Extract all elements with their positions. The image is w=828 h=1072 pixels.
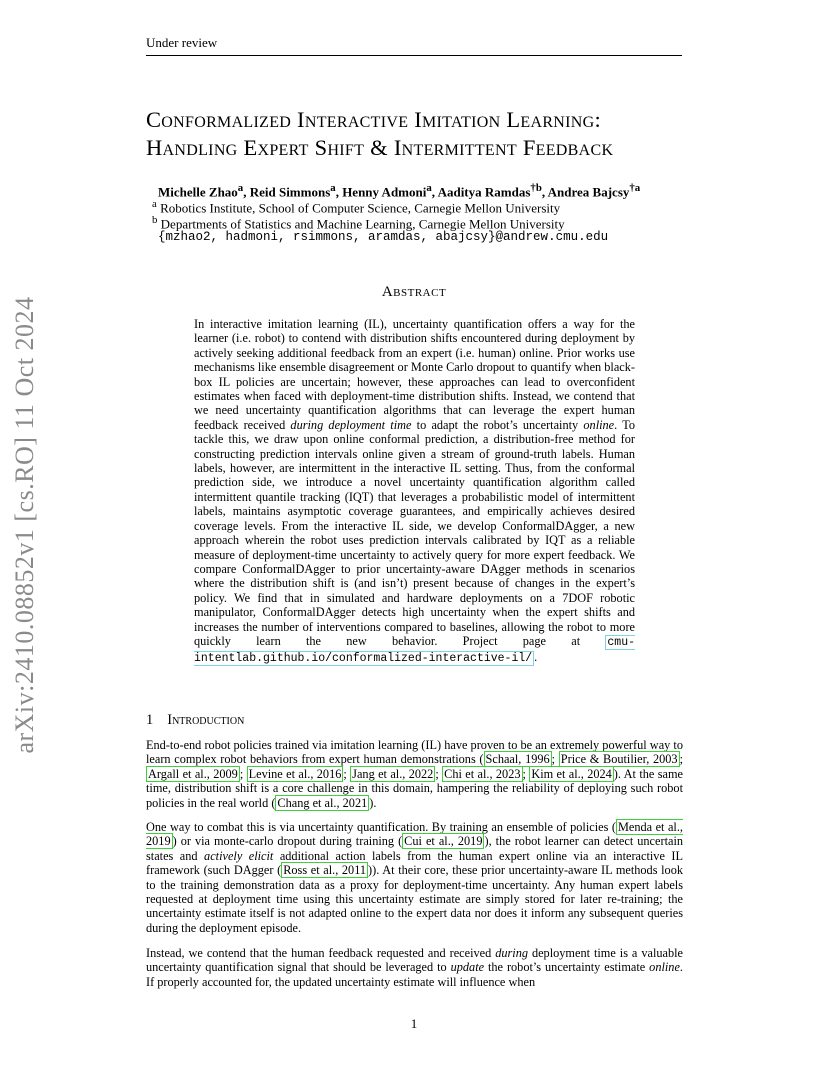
citation-link[interactable]: Schaal, 1996 — [485, 752, 550, 767]
citation-link[interactable]: Levine et al., 2016 — [248, 766, 342, 781]
intro-paragraph-1 — [146, 738, 683, 810]
body-text: ). — [369, 795, 377, 810]
paper-title — [146, 106, 746, 162]
abstract-emphasis: during deployment time — [290, 417, 412, 432]
body-text: . If properly accounted for, the updated uncertainty estimate will influence when — [146, 960, 683, 989]
body-emphasis: update — [450, 960, 485, 975]
body-text: ; — [522, 766, 530, 781]
body-text: ; — [239, 766, 247, 781]
affiliation-sup: a — [152, 198, 157, 210]
arxiv-sidebar — [5, 290, 45, 760]
author-name: Michelle Zhao — [158, 184, 238, 200]
body-text: ; — [551, 752, 559, 767]
abstract-text: to adapt the robot’s uncertainty — [411, 417, 584, 432]
project-page-link[interactable]: cmu-intentlab.github.io/conformalized-interactive-il/ — [194, 635, 635, 666]
author-sup: †a — [629, 182, 641, 194]
section-title: Introduction — [167, 712, 245, 728]
body-text: Instead, we contend that the human feedback requested and received — [146, 946, 496, 960]
author-list: Michelle Zhao$^a$, Reid Simmons$^a$, Henny Admoni$^a$, Aaditya Ramdas$^{\dagger b}$, Andrea Bajcsy$^{\dagger a}$ — [158, 182, 641, 200]
section-heading-introduction — [146, 712, 244, 729]
citation-link[interactable]: Chang et al., 2021 — [277, 795, 368, 810]
author-emails: {mzhao2, hadmoni, rsimmons, aramdas, abajcsy}@andrew.cmu.edu — [158, 230, 609, 244]
body-text: ; — [343, 766, 351, 781]
body-text: )). At their core, these prior uncertainty-aware IL methods look to the training demonstration data as a proxy for deployment-time uncertainty. Any human expert labels requested at deployment time using this uncertainty estimate are simply stored for later re-training; the uncertainty estimate itself is not adapted online to the expert data nor does it inform any subsequent queries during the deployment episode. — [146, 863, 683, 935]
body-text: ; — [435, 766, 443, 781]
citation-link[interactable]: Ross et al., 2011 — [283, 863, 367, 878]
affiliation-text: Departments of Statistics and Machine Learning, Carnegie Mellon University — [157, 216, 565, 232]
abstract-emphasis: online — [583, 417, 615, 432]
title-line-1: Conformalized Interactive Imitation Learning: — [146, 107, 602, 132]
body-text: ; — [679, 752, 683, 767]
citation-link[interactable]: Argall et al., 2009 — [148, 766, 238, 781]
author-name: Reid Simmons — [249, 184, 331, 200]
author-sup: †b — [530, 182, 542, 194]
citation-link[interactable]: Chi et al., 2023 — [444, 766, 521, 781]
intro-paragraph-3 — [146, 946, 683, 989]
author-sup: a — [330, 182, 336, 194]
author-sup: a — [426, 182, 432, 194]
citation-link[interactable]: Menda et al., 2019 — [146, 820, 683, 849]
running-header: Under review — [146, 35, 682, 56]
affiliation-sup: b — [152, 214, 158, 226]
affiliation-text: Robotics Institute, School of Computer Science, Carnegie Mellon University — [156, 200, 561, 216]
body-emphasis: during — [495, 946, 528, 960]
author-sup: a — [237, 182, 244, 194]
abstract-heading: Abstract — [381, 284, 447, 300]
abstract-text: . To tackle this, we draw upon online conformal prediction, a distribution-free method for constructing prediction intervals online given a stream of ground-truth labels. Human labels, however, are intermittent in the interactive IL setting. Thus, from the conformal prediction side, we introduce a novel uncertainty quantification algorithm called intermittent quantile tracking (IQT) that leverages a probabilistic model of intermittent labels, maintains asymptotic coverage guarantees, and empirically achieves desired coverage levels. From the interactive IL side, we develop ConformalDAgger, a new approach wherein the robot uses prediction intervals calibrated by IQT as a reliable measure of deployment-time uncertainty to actively query for more expert feedback. We compare ConformalDAgger to prior uncertainty-aware DAgger methods in scenarios where the distribution shift is (and isn’t) present because of changes in the expert’s policy. We find that in simulated and hardware deployments on a 7DOF robotic manipulator, ConformalDAgger detects high uncertainty when the expert shifts and increases the number of interventions compared to baselines, allowing the robot to more quickly learn the new behavior. Project page at — [194, 417, 635, 648]
abstract-text: . — [534, 650, 538, 665]
author-name: Henny Admoni — [342, 184, 427, 200]
body-text: the robot’s uncertainty estimate — [484, 960, 650, 975]
body-text: ), the robot learner can detect uncertain states and — [146, 834, 684, 863]
arxiv-identifier: arXiv:2410.08852v1 [cs.RO] 11 Oct 2024 — [10, 296, 39, 754]
body-text: ). At the same time, distribution shift is a core challenge in this domain, hampering the reliability of deploying such robot policies in the real world ( — [146, 766, 683, 810]
body-emphasis: online — [649, 960, 680, 975]
body-text: End-to-end robot policies trained via imitation learning (IL) have proven to be an extremely powerful way to learn complex robot behaviors from expert human demonstrations ( — [146, 738, 683, 767]
page-number: 1 — [410, 1016, 418, 1031]
author-name: Andrea Bajcsy — [547, 184, 630, 200]
citation-link[interactable]: Cui et al., 2019 — [404, 834, 483, 849]
citation-link[interactable]: Kim et al., 2024 — [531, 766, 612, 781]
title-line-2: Handling Expert Shift & Intermittent Feedback — [146, 135, 614, 160]
body-emphasis: actively elicit — [204, 848, 274, 863]
abstract-body — [194, 317, 635, 667]
author-name: Aaditya Ramdas — [437, 184, 531, 200]
citation-link[interactable]: Price & Boutilier, 2003 — [560, 752, 678, 767]
body-text: One way to combat this is via uncertainty quantification. By training an ensemble of policies ( — [146, 820, 616, 834]
section-number: 1 — [146, 712, 154, 728]
citation-link[interactable]: Jang et al., 2022 — [352, 766, 434, 781]
abstract-text: In interactive imitation learning (IL), uncertainty quantification offers a way for the learner (i.e. robot) to contend with distribution shifts encountered during deployment by actively seeking additional feedback from an expert (i.e. human) online. Prior works use mechanisms like ensemble disagreement or Monte Carlo dropout to quantify when black-box IL policies are uncertain; however, these approaches can lead to overconfident estimates when faced with deployment-time distribution shifts. Instead, we contend that we need uncertainty quantification algorithms that can leverage the expert human feedback received — [194, 317, 635, 432]
body-text: ) or via monte-carlo dropout during training ( — [172, 834, 403, 849]
intro-paragraph-2 — [146, 820, 683, 935]
body-text: deployment time is a valuable uncertainty quantification signal that should be leveraged to — [146, 946, 683, 975]
body-text: additional action labels from the human expert online via an interactive IL framework (such DAgger ( — [146, 848, 683, 878]
